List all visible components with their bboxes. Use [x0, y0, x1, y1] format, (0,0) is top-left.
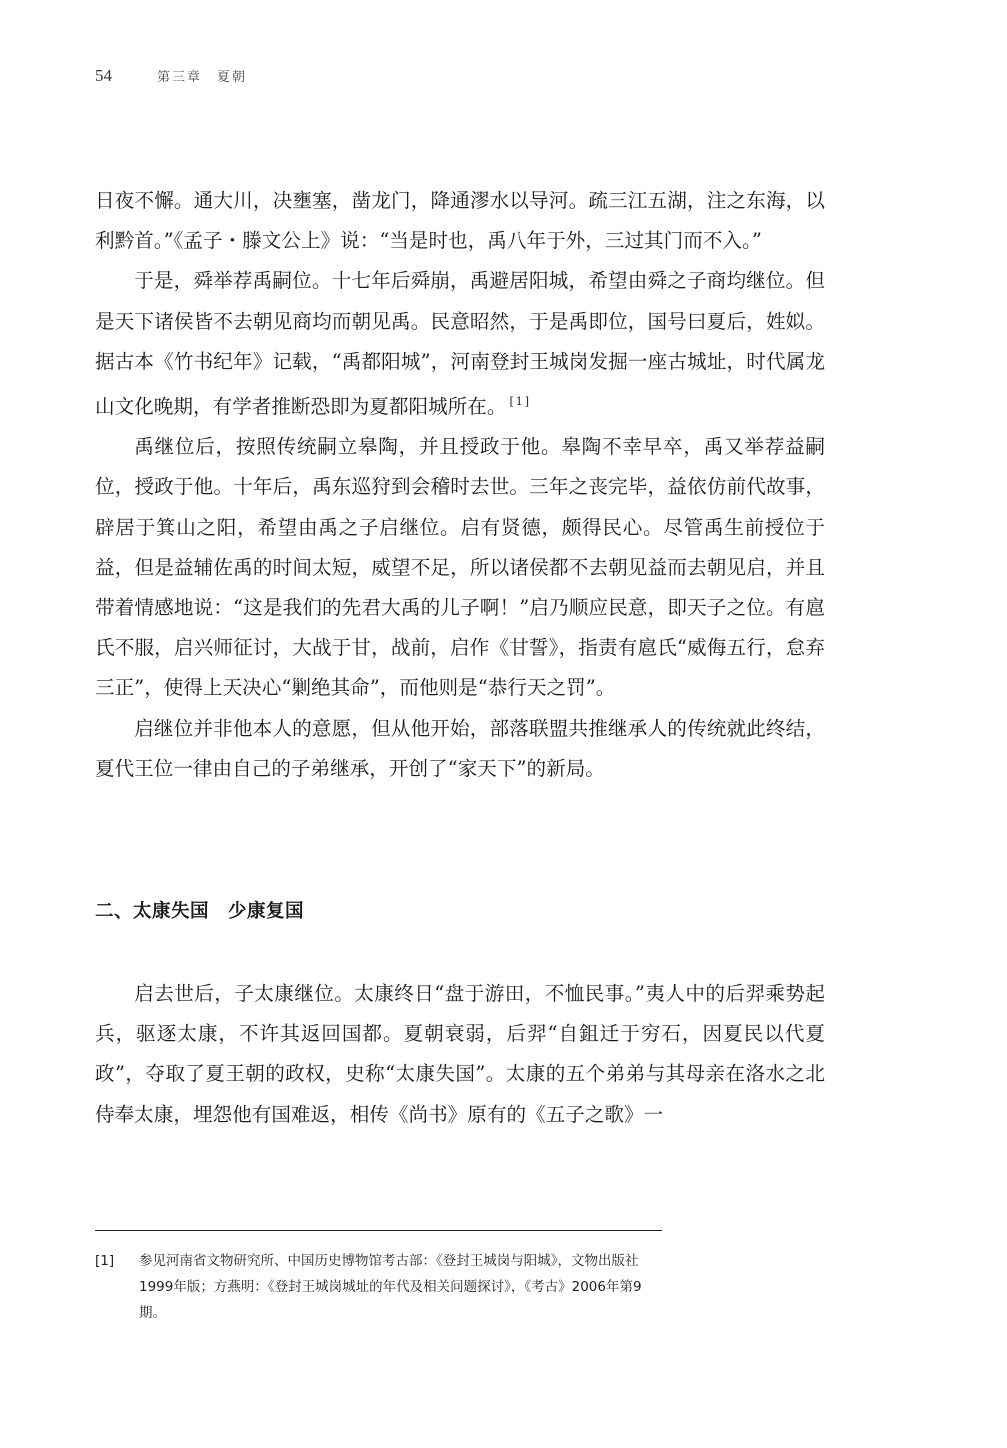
- section-text: [95, 974, 825, 1135]
- footnote-marker: [1]: [95, 1253, 115, 1269]
- chapter-title: 第三章 夏朝: [157, 70, 248, 85]
- running-head: [95, 66, 247, 90]
- footnote-text: 参见河南省文物研究所、中国历史博物馆考古部：《登封王城岗与阳城》，文物出版社1999年版；方燕明：《登封王城岗城址的年代及相关问题探讨》，《考古》2006年第9期。: [139, 1253, 642, 1321]
- footnote-divider: [95, 1230, 662, 1231]
- main-text: [95, 181, 825, 789]
- paragraph-yu-succession: [95, 261, 825, 427]
- paragraph-family-rule: 启继位并非他本人的意愿，但从他开始，部落联盟共推继承人的传统就此终结，夏代王位一律由自己的子弟继承，开创了“家天下”的新局。: [95, 716, 825, 780]
- footnote: [95, 1248, 665, 1326]
- page-number: 54: [95, 66, 112, 85]
- paragraph-qi-succession: 禹继位后，按照传统嗣立皋陶，并且授政于他。皋陶不幸早卒，禹又举荐益嗣位，授政于他。十年后，禹东巡狩到会稽时去世。三年之丧完毕，益依仿前代故事，辟居于箕山之阳，希望由禹之子启继位。启有贤德，颇得民心。尽管禹生前授位于益，但是益辅佐禹的时间太短，威望不足，所以诸侯都不去朝见益而去朝见启，并且带着情感地说：“这是我们的先君大禹的儿子啊！”启乃顺应民意，即天子之位。有扈氏不服，启兴师征讨，大战于甘，战前，启作《甘誓》，指责有扈氏“威侮五行，怠弃三正”，使得上天决心“剿绝其命”，而他则是“恭行天之罚”。: [95, 435, 825, 700]
- paragraph-continuation: 日夜不懈。通大川，决壅塞，凿龙门，降通漻水以导河。疏三江五湖，注之东海，以利黔首。”《孟子・滕文公上》说：“当是时也，禹八年于外，三过其门而不入。”: [95, 189, 825, 253]
- section-heading: 二、太康失国 少康复国: [95, 901, 305, 922]
- paragraph-text: 于是，舜举荐禹嗣位。十七年后舜崩，禹避居阳城，希望由舜之子商均继位。但是天下诸侯皆不去朝见商均而朝见禹。民意昭然，于是禹即位，国号曰夏后，姓姒。据古本《竹书纪年》记载，“禹都阳城”，河南登封王城岗发掘一座古城址，时代属龙山文化晚期，有学者推断恐即为夏都阳城所在。: [95, 269, 825, 419]
- paragraph-taikang: 启去世后，子太康继位。太康终日“盘于游田，不恤民事。”夷人中的后羿乘势起兵，驱逐太康，不许其返回国都。夏朝衰弱，后羿“自鉏迁于穷石，因夏民以代夏政”，夺取了夏王朝的政权，史称“太康失国”。太康的五个弟弟与其母亲在洛水之北侍奉太康，埋怨他有国难返，相传《尚书》原有的《五子之歌》一: [95, 982, 825, 1126]
- footnote-reference[interactable]: [1]: [509, 395, 532, 409]
